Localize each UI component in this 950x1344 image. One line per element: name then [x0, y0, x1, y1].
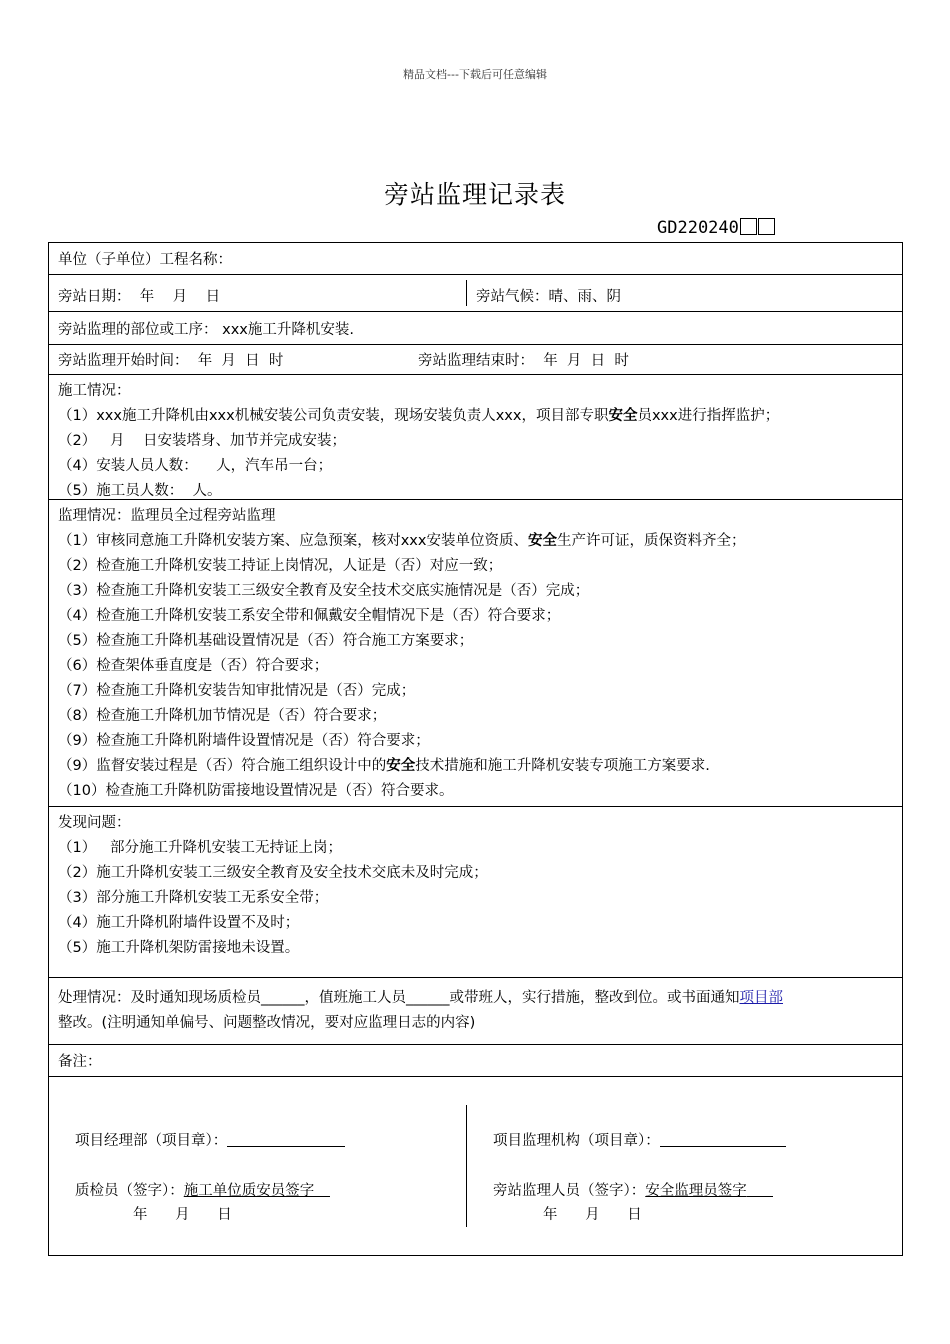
- contractor-seal-line: 项目经理部（项目章）：: [75, 1129, 466, 1153]
- contractor-sign-blank[interactable]: [314, 1181, 330, 1197]
- date-label: 旁站日期： 年 月 日: [58, 289, 221, 305]
- handling-section: [49, 978, 902, 1045]
- contractor-inspector-line: 质检员（签字）：施工单位质安员签字: [75, 1179, 466, 1203]
- remarks-row: [49, 1045, 902, 1077]
- time-row: [49, 345, 902, 375]
- header-note: 精品文档---下载后可任意编辑: [403, 68, 547, 81]
- supervisor-seal-line: 项目监理机构（项目章）：: [493, 1129, 902, 1153]
- supervision-line-4: （4）检查施工升降机安装工系安全带和佩戴安全帽情况下是（否）符合要求；: [58, 608, 561, 624]
- supervision-line-2: （2）检查施工升降机安装工持证上岗情况，人证是（否）对应一致；: [58, 558, 503, 574]
- construction-line-4: （5）施工员人数： 人。: [58, 483, 222, 499]
- supervision-line-9: （9）检查施工升降机附墙件设置情况是（否）符合要求；: [58, 733, 430, 749]
- form-code-text: GD220240: [657, 218, 739, 238]
- construction-section: [49, 375, 902, 500]
- supervision-line-10: （9）监督安装过程是（否）符合施工组织设计中的安全技术措施和施工升降机安装专项施工方案要求.: [58, 758, 710, 774]
- handling-line-1: 处理情况：及时通知现场质检员______，值班施工人员______或带班人，实行措施，整改到位。或书面通知项目部: [58, 990, 783, 1006]
- construction-line-3: （4）安装人员人数： 人，汽车吊一台；: [58, 458, 333, 474]
- problem-line-4: （4）施工升降机附墙件设置不及时；: [58, 915, 300, 931]
- supervisor-signature: 安全监理员签字: [645, 1183, 747, 1199]
- contractor-signature: 施工单位质安员签字: [183, 1183, 315, 1199]
- handling-line-2: 整改。(注明通知单偏号、问题整改情况，要对应监理日志的内容): [58, 1015, 476, 1031]
- contractor-signature-cell: [49, 1105, 467, 1227]
- supervision-section: [49, 500, 902, 807]
- code-box-2: [758, 218, 775, 235]
- construction-line-1: （1）xxx施工升降机由xxx机械安装公司负责安装，现场安装负责人xxx，项目部专职安全员xxx进行指挥监护；: [58, 408, 780, 424]
- supervisor-signature-cell: [467, 1105, 902, 1227]
- code-box-1: [740, 218, 757, 235]
- supervision-line-3: （3）检查施工升降机安装工三级安全教育及安全技术交底实施情况是（否）完成；: [58, 583, 590, 599]
- problem-line-2: （2）施工升降机安装工三级安全教育及安全技术交底未及时完成；: [58, 865, 488, 881]
- problem-line-3: （3）部分施工升降机安装工无系安全带；: [58, 890, 329, 906]
- supervision-line-7: （7）检查施工升降机安装告知审批情况是（否）完成；: [58, 683, 416, 699]
- start-time-label: 旁站监理开始时间： 年 月 日 时: [58, 353, 284, 369]
- weather-cell: [467, 281, 902, 306]
- unit-name-label: 单位（子单位）工程名称：: [58, 252, 232, 268]
- end-time-label: 旁站监理结束时： 年 月 日 时: [418, 353, 629, 369]
- date-weather-row: [49, 275, 902, 312]
- contractor-seal-blank[interactable]: [227, 1131, 345, 1147]
- weather-label: 旁站气候：晴、雨、阴: [476, 288, 621, 305]
- problem-line-5: （5）施工升降机架防雷接地未设置。: [58, 940, 300, 956]
- part-label: 旁站监理的部位或工序： xxx施工升降机安装.: [58, 321, 354, 338]
- date-cell: [49, 280, 467, 306]
- problems-section: [49, 807, 902, 978]
- supervisor-date: 年 月 日: [543, 1207, 642, 1223]
- form-code: [657, 218, 775, 238]
- page-title: 旁站监理记录表: [383, 180, 566, 209]
- supervisor-seal-blank[interactable]: [660, 1131, 786, 1147]
- problem-line-1: （1） 部分施工升降机安装工无持证上岗；: [58, 840, 343, 856]
- supervision-line-8: （8）检查施工升降机加节情况是（否）符合要求；: [58, 708, 387, 724]
- project-dept-link[interactable]: 项目部: [739, 990, 783, 1006]
- problems-heading: 发现问题：: [58, 815, 131, 831]
- supervisor-sign-blank[interactable]: [747, 1181, 773, 1197]
- unit-name-row: [49, 243, 902, 275]
- construction-line-2: （2） 月 日安装塔身、加节并完成安装；: [58, 433, 346, 449]
- remarks-label: 备注：: [58, 1054, 102, 1070]
- construction-heading: 施工情况：: [58, 383, 131, 399]
- supervision-heading: 监理情况：监理员全过程旁站监理: [58, 508, 276, 524]
- part-row: [49, 312, 902, 345]
- record-form: [48, 242, 903, 1256]
- supervision-line-11: （10）检查施工升降机防雷接地设置情况是（否）符合要求。: [58, 783, 454, 799]
- supervision-line-5: （5）检查施工升降机基础设置情况是（否）符合施工方案要求；: [58, 633, 474, 649]
- contractor-date: 年 月 日: [133, 1207, 232, 1223]
- supervisor-inspector-line: 旁站监理人员（签字）：安全监理员签字: [493, 1179, 902, 1203]
- supervision-line-1: （1）审核同意施工升降机安装方案、应急预案，核对xxx安装单位资质、安全生产许可证，质保资料齐全；: [58, 533, 746, 549]
- supervision-line-6: （6）检查架体垂直度是（否）符合要求；: [58, 658, 329, 674]
- signature-section: [49, 1077, 902, 1255]
